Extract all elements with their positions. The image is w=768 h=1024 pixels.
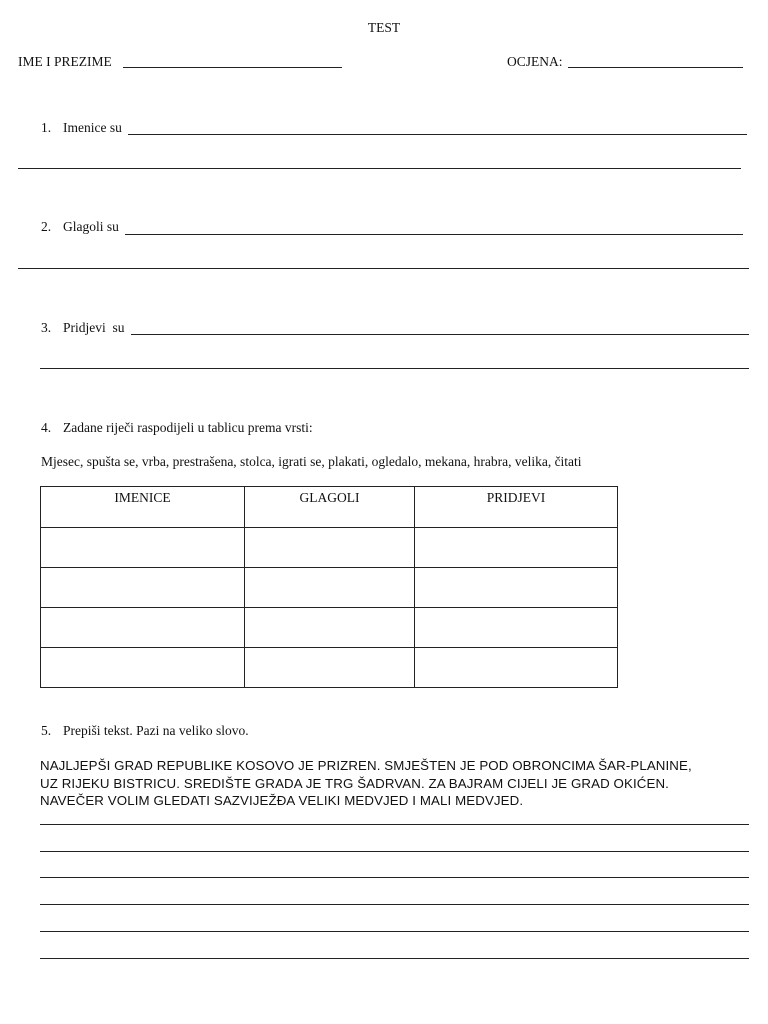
table-header-verbs: GLAGOLI [245, 487, 415, 528]
grade-label: OCJENA: [507, 54, 563, 69]
table-cell[interactable] [415, 608, 618, 648]
answer-line-2b[interactable] [18, 268, 749, 269]
writing-line-3[interactable] [40, 877, 749, 878]
answer-line-1a[interactable] [128, 134, 747, 135]
answer-line-2a[interactable] [125, 234, 743, 235]
question-3-text: Pridjevi su [63, 320, 125, 335]
writing-line-2[interactable] [40, 851, 749, 852]
copy-text-line-1: NAJLJEPŠI GRAD REPUBLIKE KOSOVO JE PRIZREN. SMJEŠTEN JE POD OBRONCIMA ŠAR-PLANINE, [40, 758, 692, 773]
table-header-adjectives: PRIDJEVI [415, 487, 618, 528]
question-5-text: Prepiši tekst. Pazi na veliko slovo. [63, 723, 249, 738]
table-cell[interactable] [245, 608, 415, 648]
question-1-text: Imenice su [63, 120, 122, 135]
name-field[interactable] [123, 67, 342, 68]
answer-line-1b[interactable] [18, 168, 741, 169]
writing-line-1[interactable] [40, 824, 749, 825]
answer-line-3b[interactable] [40, 368, 749, 369]
page-title: TEST [367, 20, 401, 35]
answer-line-3a[interactable] [131, 334, 749, 335]
writing-line-5[interactable] [40, 931, 749, 932]
copy-text-line-2: UZ RIJEKU BISTRICU. SREDIŠTE GRADA JE TRG ŠADRVAN. ZA BAJRAM CIJELI JE GRAD OKIĆEN. [40, 775, 669, 791]
table-row [41, 608, 618, 648]
table-cell[interactable] [415, 528, 618, 568]
table-cell[interactable] [41, 528, 245, 568]
table-row [41, 648, 618, 688]
writing-line-6[interactable] [40, 958, 749, 959]
table-cell[interactable] [41, 648, 245, 688]
question-2-number: 2. [41, 219, 52, 234]
table-row [41, 568, 618, 608]
table-cell[interactable] [245, 568, 415, 608]
question-4-text: Zadane riječi raspodijeli u tablicu prema vrsti: [63, 420, 313, 435]
table-cell[interactable] [245, 528, 415, 568]
word-list: Mjesec, spušta se, vrba, prestrašena, stolca, igrati se, plakati, ogledalo, mekana, hrabra, velika, čitati [41, 454, 582, 469]
writing-line-4[interactable] [40, 904, 749, 905]
table-row [41, 528, 618, 568]
grade-field[interactable] [568, 67, 743, 68]
table-cell[interactable] [415, 648, 618, 688]
table-header-row [41, 487, 618, 528]
word-sort-table [40, 486, 618, 688]
copy-text-paragraph [40, 757, 752, 810]
table-cell[interactable] [415, 568, 618, 608]
question-4-number: 4. [41, 420, 52, 435]
name-label: IME I PREZIME [18, 54, 112, 69]
question-1-number: 1. [41, 120, 52, 135]
table-cell[interactable] [41, 608, 245, 648]
question-5-number: 5. [41, 723, 52, 738]
table-header-nouns: IMENICE [41, 487, 245, 528]
table-cell[interactable] [245, 648, 415, 688]
question-2-text: Glagoli su [63, 219, 119, 234]
table-cell[interactable] [41, 568, 245, 608]
copy-text-line-3: NAVEČER VOLIM GLEDATI SAZVIJEŽĐA VELIKI MEDVJED I MALI MEDVJED. [40, 793, 524, 808]
question-3-number: 3. [41, 320, 52, 335]
